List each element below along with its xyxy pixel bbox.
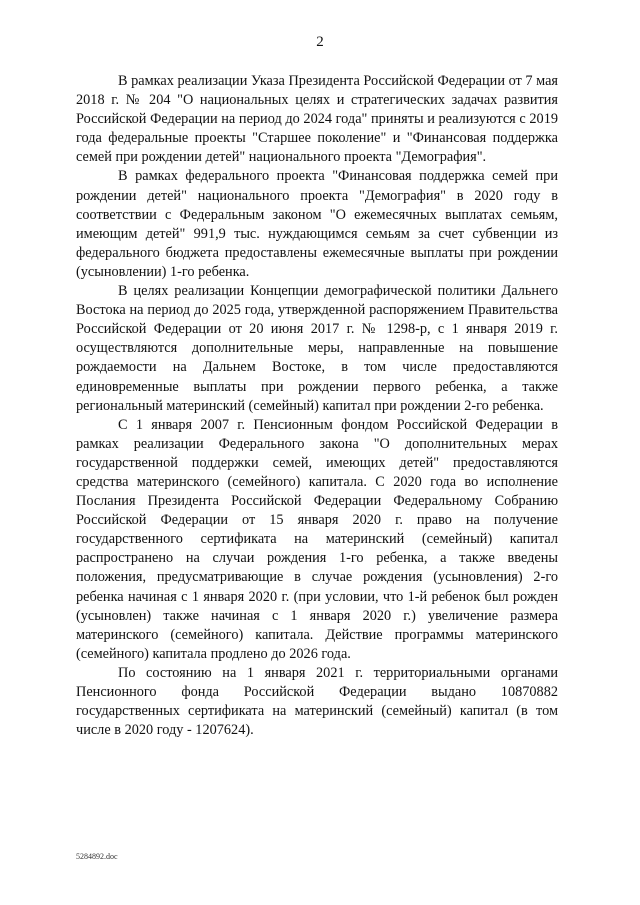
paragraph-national-goals: В рамках реализации Указа Президента Российской Федерации от 7 мая 2018 г. № 204 "О национальных целях и стратегических задачах развития Российской Федерации на период до 2024 года" приняты и реализуются с 2019 года федеральные проекты "Старшее поколение" и "Финансовая поддержка семей при рождении детей" национального проекта "Демография". xyxy=(76,73,558,166)
paragraph-far-east: В целях реализации Концепции демографической политики Дальнего Востока на период до 2025 года, утвержденной распоряжением Правительства Российской Федерации от 20 июня 2017 г. № 1298-р, с 1 января 2019 г. осуществляются дополнительные меры, направленные на повышение рождаемости на Дальнем Востоке, в том числе предоставляются единовременные выплаты при рождении первого ребенка, а также региональный материнский (семейный) капитал при рождении 2-го ребенка. xyxy=(76,283,558,414)
document-file-id: 5284892.doc xyxy=(76,852,118,861)
document-body xyxy=(76,72,558,740)
paragraph-family-support: В рамках федерального проекта "Финансовая поддержка семей при рождении детей" национального проекта "Демография" в 2020 году в соответствии с Федеральным законом "О ежемесячных выплатах семьям, имеющим детей" 991,9 тыс. нуждающимся семьям за счет субвенции из федерального бюджета предоставлены ежемесячные выплаты при рождении (усыновлении) 1-го ребенка. xyxy=(76,168,558,280)
paragraph-certificates: По состоянию на 1 января 2021 г. территориальными органами Пенсионного фонда Российской Федерации выдано 10870882 государственных сертификата на материнский (семейный) капитал (в том числе в 2020 году - 1207624). xyxy=(76,664,558,739)
page-number: 2 xyxy=(316,34,324,50)
paragraph-maternity-capital: С 1 января 2007 г. Пенсионным фондом Российской Федерации в рамках реализации Федерального закона "О дополнительных мерах государственной поддержки семей, имеющих детей" предоставляются средства материнского (семейного) капитала. С 2020 года во исполнение Послания Президента Российской Федерации Федеральному Собранию Российской Федерации от 15 января 2020 г. право на получение государственного сертификата на материнский (семейный) капитал распространено на случаи рождения 1-го ребенка, а также введены положения, предусматривающие в случае рождения (усыновления) 2-го ребенка начиная с 1 января 2020 г. (при условии, что 1-й ребенок был рожден (усыновлен) также начиная с 1 января 2020 г.) увеличение размера материнского (семейного) капитала. Действие программы материнского (семейного) капитала продлено до 2026 года. xyxy=(76,416,558,662)
